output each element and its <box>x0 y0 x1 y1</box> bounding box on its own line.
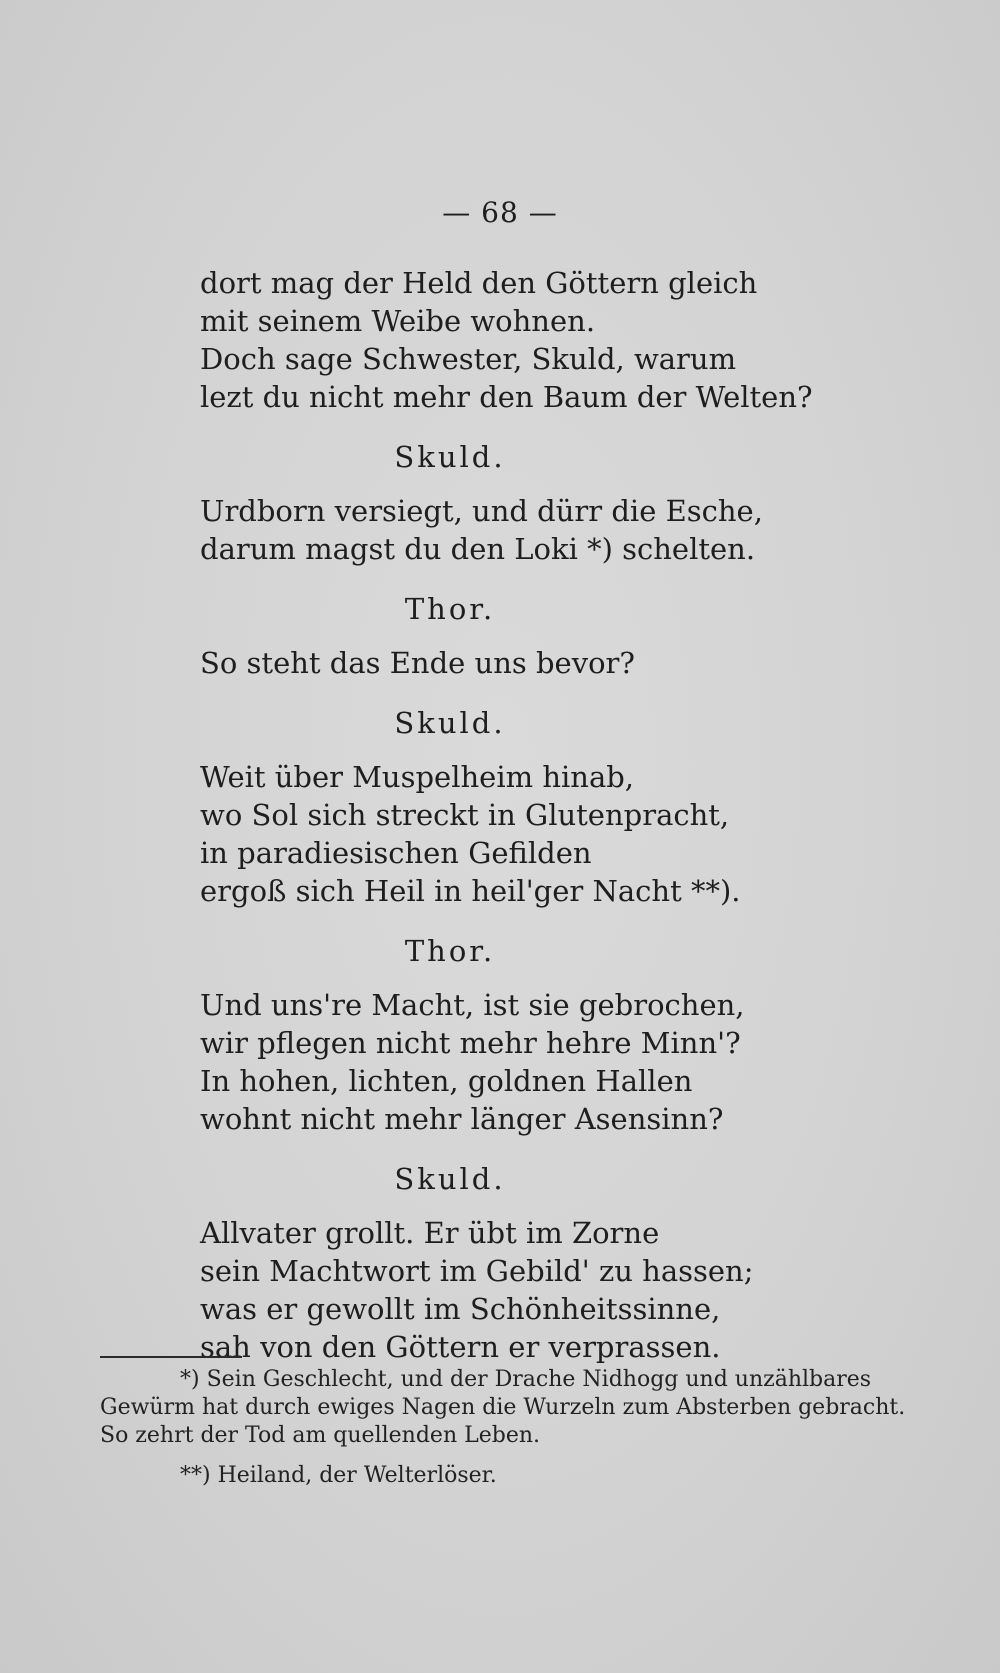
stanza-thor-2 <box>200 932 900 1138</box>
verse-line: mit seinem Weibe wohnen. <box>200 304 596 338</box>
verse-line: was er gewollt im Schönheitssinne, <box>200 1292 721 1326</box>
footnote-line: *) Sein Geschlecht, und der Drache Nidhogg und unzählbares <box>180 1367 872 1392</box>
verse-line: sah von den Göttern er verprassen. <box>200 1330 721 1364</box>
footnote-line: **) Heiland, der Welterlöser. <box>180 1463 497 1488</box>
speaker-heading: Skuld. <box>394 440 506 474</box>
poem-body <box>200 264 900 1366</box>
verse-line: in paradiesischen Gefilden <box>200 836 592 870</box>
stanza-intro <box>200 264 900 416</box>
verse-line: ergoß sich Heil in heil'ger Nacht **). <box>200 874 741 908</box>
verse-line: Doch sage Schwester, Skuld, warum <box>200 342 737 376</box>
verse-line: dort mag der Held den Göttern gleich <box>200 266 758 300</box>
footnote-divider <box>100 1356 242 1358</box>
speaker-heading: Thor. <box>404 592 496 626</box>
footnote-2 <box>100 1462 890 1490</box>
verse-line: Weit über Muspelheim hinab, <box>200 760 635 794</box>
verse-line: Und uns're Macht, ist sie gebrochen, <box>200 988 745 1022</box>
verse-line: lezt du nicht mehr den Baum der Welten? <box>200 380 813 414</box>
verse-line: sein Machtwort im Gebild' zu hassen; <box>200 1254 754 1288</box>
speaker-heading: Skuld. <box>394 706 506 740</box>
footnote-1 <box>100 1366 906 1450</box>
verse-line: Urdborn versiegt, und dürr die Esche, <box>200 494 763 528</box>
verse-line: In hohen, lichten, goldnen Hallen <box>200 1064 693 1098</box>
verse-line: So steht das Ende uns bevor? <box>200 646 635 680</box>
footnotes <box>100 1366 906 1490</box>
verse-line: wo Sol sich streckt in Glutenpracht, <box>200 798 730 832</box>
verse-line: darum magst du den Loki *) schelten. <box>200 532 756 566</box>
footnote-line: So zehrt der Tod am quellenden Leben. <box>100 1423 540 1448</box>
verse-line: wohnt nicht mehr länger Asensinn? <box>200 1102 724 1136</box>
footnote-line: Gewürm hat durch ewiges Nagen die Wurzeln zum Absterben gebracht. <box>100 1395 906 1420</box>
speaker-heading: Skuld. <box>394 1162 506 1196</box>
stanza-thor-1 <box>200 590 900 682</box>
stanza-skuld-3 <box>200 1160 900 1366</box>
speaker-heading: Thor. <box>404 934 496 968</box>
verse-line: Allvater grollt. Er übt im Zorne <box>200 1216 660 1250</box>
page-number: — 68 — <box>442 196 558 229</box>
stanza-skuld-1 <box>200 438 900 568</box>
verse-line: wir pflegen nicht mehr hehre Minn'? <box>200 1026 741 1060</box>
stanza-skuld-2 <box>200 704 900 910</box>
